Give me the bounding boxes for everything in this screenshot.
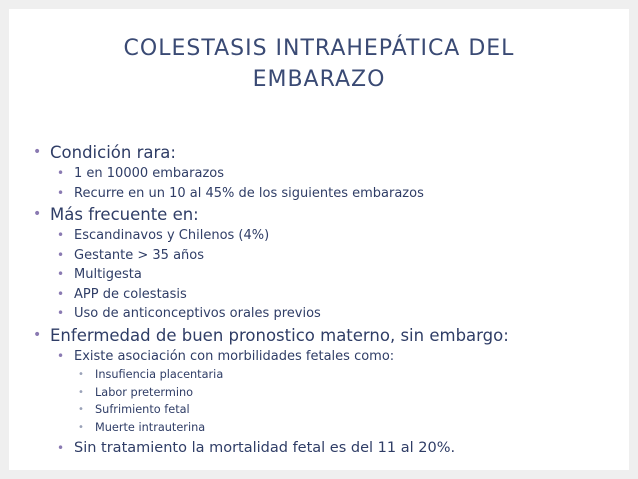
bullet-level3-item	[31, 366, 621, 384]
bullet-text: Gestante > 35 años	[74, 247, 205, 263]
bullet-text: Uso de anticonceptivos orales previos	[74, 306, 321, 321]
bullet-text: Sufrimiento fetal	[95, 403, 190, 416]
slide-title	[9, 33, 629, 95]
bullet-text: Recurre en un 10 al 45% de los siguientes embarazos	[74, 185, 424, 201]
bullet-level2-item	[31, 304, 621, 324]
bullet-text: Más frecuente en:	[50, 205, 199, 224]
bullet-icon: •	[78, 404, 84, 415]
bullet-icon: •	[57, 267, 65, 281]
slide	[9, 9, 629, 470]
bullet-level2-item	[31, 246, 621, 266]
bullet-text: Muerte intrauterina	[95, 420, 206, 434]
bullet-text: Existe asociación con morbilidades fetales como:	[74, 348, 395, 364]
bullet-level3-item	[31, 384, 621, 402]
bullet-icon: •	[33, 326, 42, 343]
bullet-level1-enfermedad	[31, 324, 621, 347]
bullet-level2-item	[31, 436, 621, 460]
bullet-level2-item	[31, 184, 621, 204]
bullet-text: APP de colestasis	[74, 286, 187, 302]
bullet-list	[31, 141, 621, 460]
bullet-level1-condicion	[31, 141, 621, 164]
bullet-icon: •	[57, 286, 65, 301]
bullet-level2-item	[31, 285, 621, 305]
bullet-level3-item	[31, 401, 621, 419]
title-line-2: EMBARAZO	[252, 67, 386, 92]
bullet-icon: •	[78, 386, 84, 398]
bullet-text: 1 en 10000 embarazos	[74, 166, 225, 181]
bullet-text: Sin tratamiento la mortalidad fetal es del 11 al 20%.	[74, 440, 456, 456]
bullet-icon: •	[57, 247, 65, 262]
bullet-level2-item	[31, 265, 621, 285]
bullet-icon: •	[78, 421, 84, 433]
bullet-icon: •	[57, 441, 65, 455]
bullet-text: Labor pretermino	[95, 385, 194, 399]
bullet-icon: •	[57, 306, 65, 320]
bullet-text: Multigesta	[74, 267, 142, 282]
bullet-text: Enfermedad de buen pronostico materno, sin embargo:	[50, 325, 509, 345]
bullet-icon: •	[57, 185, 65, 200]
bullet-level1-frecuente	[31, 203, 621, 226]
bullet-level2-item	[31, 347, 621, 367]
bullet-icon: •	[33, 206, 42, 222]
bullet-icon: •	[57, 228, 65, 242]
bullet-level2-item	[31, 164, 621, 184]
bullet-icon: •	[57, 166, 65, 180]
bullet-icon: •	[57, 348, 65, 363]
bullet-icon: •	[78, 369, 84, 380]
bullet-text: Condición rara:	[50, 143, 176, 162]
bullet-text: Escandinavos y Chilenos (4%)	[74, 228, 270, 243]
bullet-level2-item	[31, 226, 621, 246]
bullet-icon: •	[33, 144, 42, 160]
bullet-level3-item	[31, 419, 621, 437]
title-line-1: COLESTASIS INTRAHEPÁTICA DEL	[123, 36, 515, 61]
bullet-text: Insufiencia placentaria	[95, 368, 224, 381]
